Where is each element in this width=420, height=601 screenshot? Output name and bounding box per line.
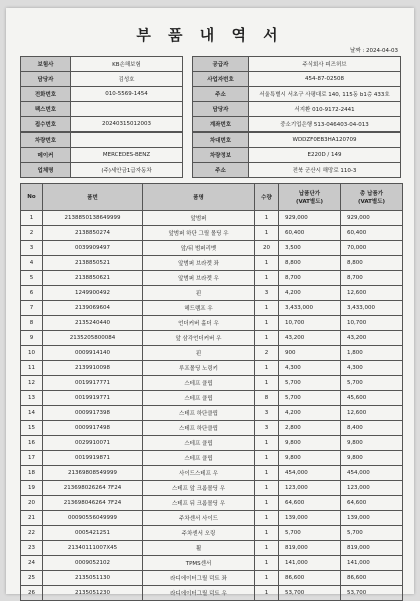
table-row xyxy=(21,226,403,241)
insurer-value: KB손해보험 xyxy=(71,57,183,72)
row-price: 3,500 xyxy=(279,241,341,256)
row-qty: 1 xyxy=(255,466,279,481)
address-label: 주소 xyxy=(193,87,249,102)
row-name: 스테프 클립 xyxy=(143,391,255,406)
row-amount: 10,700 xyxy=(341,316,403,331)
row-qty: 1 xyxy=(255,256,279,271)
row-no: 26 xyxy=(21,586,43,601)
row-part-no: 0029910071 xyxy=(43,436,143,451)
vehicle-info-value: E220D / 149 xyxy=(249,148,401,163)
row-name: 스테프 클립 xyxy=(143,451,255,466)
row-amount: 819,000 xyxy=(341,541,403,556)
row-part-no: 0005421251 xyxy=(43,526,143,541)
row-amount: 3,433,000 xyxy=(341,301,403,316)
row-price: 8,700 xyxy=(279,271,341,286)
row-name: 앞범퍼 브라켓 우 xyxy=(143,271,255,286)
supplier-value: 주식회사 피즈허브 xyxy=(249,57,401,72)
row-name: 스테프 하단클립 xyxy=(143,406,255,421)
row-amount: 43,200 xyxy=(341,331,403,346)
row-qty: 1 xyxy=(255,556,279,571)
table-row xyxy=(21,421,403,436)
table-row xyxy=(21,466,403,481)
row-part-no: 2138850274 xyxy=(43,226,143,241)
row-price: 43,200 xyxy=(279,331,341,346)
row-price: 3,433,000 xyxy=(279,301,341,316)
fax-value xyxy=(71,102,183,117)
row-name: 라디에이터그릴 덕트 좌 xyxy=(143,571,255,586)
row-amount: 70,000 xyxy=(341,241,403,256)
row-name: 스테프 뒤 크롬몰딩 우 xyxy=(143,496,255,511)
table-row xyxy=(21,271,403,286)
row-qty: 1 xyxy=(255,361,279,376)
table-row xyxy=(21,241,403,256)
maker-label: 메이커 xyxy=(21,148,71,163)
table-row xyxy=(21,286,403,301)
row-qty: 1 xyxy=(255,526,279,541)
row-name: 앞 삼각언더커버 우 xyxy=(143,331,255,346)
row-amount: 123,000 xyxy=(341,481,403,496)
row-amount: 5,700 xyxy=(341,526,403,541)
parts-table-body xyxy=(21,211,403,601)
row-qty: 1 xyxy=(255,496,279,511)
row-name: 헤드램프 우 xyxy=(143,301,255,316)
table-row xyxy=(21,211,403,226)
row-no: 10 xyxy=(21,346,43,361)
claim-number-value: 20240315012003 xyxy=(71,117,183,132)
table-row xyxy=(21,406,403,421)
row-part-no: 21369808549999 xyxy=(43,466,143,481)
row-qty: 3 xyxy=(255,406,279,421)
document-page xyxy=(6,8,414,597)
row-price: 60,400 xyxy=(279,226,341,241)
account-value: 중소기업은행 513-046403-04-013 xyxy=(249,117,401,132)
table-row xyxy=(21,571,403,586)
row-no: 11 xyxy=(21,361,43,376)
row-no: 20 xyxy=(21,496,43,511)
row-no: 18 xyxy=(21,466,43,481)
parts-table xyxy=(20,183,403,601)
table-row xyxy=(21,376,403,391)
car-number-label: 차량번호 xyxy=(21,133,71,148)
row-amount: 139,000 xyxy=(341,511,403,526)
row-qty: 1 xyxy=(255,436,279,451)
vehicle-address-label: 주소 xyxy=(193,163,249,178)
row-qty: 1 xyxy=(255,511,279,526)
row-qty: 1 xyxy=(255,571,279,586)
row-name: 루프몰딩 노링키 xyxy=(143,361,255,376)
row-no: 23 xyxy=(21,541,43,556)
row-qty: 3 xyxy=(255,421,279,436)
row-amount: 8,800 xyxy=(341,256,403,271)
row-price: 819,000 xyxy=(279,541,341,556)
row-qty: 1 xyxy=(255,376,279,391)
table-row xyxy=(21,316,403,331)
row-name: 주차센서 사이드 xyxy=(143,511,255,526)
row-no: 5 xyxy=(21,271,43,286)
row-amount: 60,400 xyxy=(341,226,403,241)
row-amount: 8,400 xyxy=(341,421,403,436)
table-row xyxy=(21,346,403,361)
row-no: 15 xyxy=(21,421,43,436)
document-date: 날짜 : 2024-04-03 xyxy=(350,48,398,54)
row-name: 핀 xyxy=(143,286,255,301)
row-price: 64,600 xyxy=(279,496,341,511)
manager-label: 담당자 xyxy=(21,72,71,87)
row-name: 핀 xyxy=(143,346,255,361)
row-part-no: 2135051130 xyxy=(43,571,143,586)
row-part-no: 0019919771 xyxy=(43,391,143,406)
row-price: 123,000 xyxy=(279,481,341,496)
row-amount: 4,300 xyxy=(341,361,403,376)
row-part-no: 1249900492 xyxy=(43,286,143,301)
row-part-no: 213698046264 7F24 xyxy=(43,496,143,511)
row-name: 앞범퍼 브라켓 좌 xyxy=(143,256,255,271)
row-name: 사이드스테프 우 xyxy=(143,466,255,481)
company-value: (주)세안금1급자동차 xyxy=(71,163,183,178)
col-name: 품명 xyxy=(143,184,255,211)
row-price: 9,800 xyxy=(279,451,341,466)
row-amount: 12,600 xyxy=(341,406,403,421)
row-price: 9,800 xyxy=(279,436,341,451)
row-no: 3 xyxy=(21,241,43,256)
row-part-no: 2135205800084 xyxy=(43,331,143,346)
row-amount: 12,600 xyxy=(341,286,403,301)
row-no: 7 xyxy=(21,301,43,316)
row-amount: 53,700 xyxy=(341,586,403,601)
insurer-label: 보험사 xyxy=(21,57,71,72)
row-no: 12 xyxy=(21,376,43,391)
row-price: 139,000 xyxy=(279,511,341,526)
row-name: 스테프 클립 xyxy=(143,376,255,391)
row-qty: 1 xyxy=(255,331,279,346)
table-row xyxy=(21,586,403,601)
row-amount: 929,000 xyxy=(341,211,403,226)
row-name: 언더커버 홀더 우 xyxy=(143,316,255,331)
row-qty: 1 xyxy=(255,271,279,286)
row-price: 10,700 xyxy=(279,316,341,331)
row-price: 4,200 xyxy=(279,286,341,301)
row-name: 주차센서 오링 xyxy=(143,526,255,541)
row-no: 6 xyxy=(21,286,43,301)
row-no: 9 xyxy=(21,331,43,346)
phone-label: 전화번호 xyxy=(21,87,71,102)
table-row xyxy=(21,451,403,466)
supplier-manager-value: 서지환 010-9172-2441 xyxy=(249,102,401,117)
row-name: 스테프 앞 크롬몰딩 우 xyxy=(143,481,255,496)
row-no: 21 xyxy=(21,511,43,526)
row-price: 4,200 xyxy=(279,406,341,421)
row-price: 5,700 xyxy=(279,391,341,406)
table-row xyxy=(21,556,403,571)
row-part-no: 2138850138649999 xyxy=(43,211,143,226)
row-price: 5,700 xyxy=(279,376,341,391)
vehicle-table xyxy=(20,132,401,178)
row-qty: 1 xyxy=(255,226,279,241)
row-no: 16 xyxy=(21,436,43,451)
row-qty: 1 xyxy=(255,301,279,316)
row-name: 라디에이터그릴 덕트 우 xyxy=(143,586,255,601)
row-qty: 1 xyxy=(255,451,279,466)
row-amount: 86,600 xyxy=(341,571,403,586)
row-no: 2 xyxy=(21,226,43,241)
row-amount: 141,000 xyxy=(341,556,403,571)
row-name: 스테프 클립 xyxy=(143,436,255,451)
row-price: 8,800 xyxy=(279,256,341,271)
row-price: 53,700 xyxy=(279,586,341,601)
col-price: 납품단가 (VAT별도) xyxy=(279,184,341,211)
vin-label: 차대번호 xyxy=(193,133,249,148)
table-row xyxy=(21,496,403,511)
row-part-no: 0019917771 xyxy=(43,376,143,391)
manager-value: 김성호 xyxy=(71,72,183,87)
row-qty: 20 xyxy=(255,241,279,256)
supplier-manager-label: 담당자 xyxy=(193,102,249,117)
row-price: 4,300 xyxy=(279,361,341,376)
table-row xyxy=(21,481,403,496)
row-part-no: 2139069604 xyxy=(43,301,143,316)
row-name: 앞범퍼 하단 그릴 몰딩 우 xyxy=(143,226,255,241)
row-no: 25 xyxy=(21,571,43,586)
col-amount: 총 납품가 (VAT별도) xyxy=(341,184,403,211)
row-qty: 1 xyxy=(255,481,279,496)
table-header-row xyxy=(21,184,403,211)
row-price: 141,000 xyxy=(279,556,341,571)
row-part-no: 0009914140 xyxy=(43,346,143,361)
row-qty: 1 xyxy=(255,211,279,226)
row-part-no: 2139910098 xyxy=(43,361,143,376)
row-part-no: 213698026264 7F24 xyxy=(43,481,143,496)
row-qty: 3 xyxy=(255,286,279,301)
vehicle-info-label: 차량정보 xyxy=(193,148,249,163)
row-qty: 1 xyxy=(255,586,279,601)
row-qty: 2 xyxy=(255,346,279,361)
row-price: 929,000 xyxy=(279,211,341,226)
row-name: 앞범퍼 xyxy=(143,211,255,226)
row-part-no: 0009917498 xyxy=(43,421,143,436)
row-part-no: 2138850621 xyxy=(43,271,143,286)
row-qty: 1 xyxy=(255,316,279,331)
row-part-no: 0009917398 xyxy=(43,406,143,421)
row-price: 2,800 xyxy=(279,421,341,436)
col-qty: 수량 xyxy=(255,184,279,211)
row-no: 17 xyxy=(21,451,43,466)
row-part-no: 0039909497 xyxy=(43,241,143,256)
row-name: 스테프 하단클립 xyxy=(143,421,255,436)
row-part-no: 0019919871 xyxy=(43,451,143,466)
row-amount: 9,800 xyxy=(341,451,403,466)
table-row xyxy=(21,391,403,406)
table-row xyxy=(21,511,403,526)
row-name: 휠 xyxy=(143,541,255,556)
table-row xyxy=(21,541,403,556)
account-label: 계좌번호 xyxy=(193,117,249,132)
row-no: 19 xyxy=(21,481,43,496)
table-row xyxy=(21,301,403,316)
row-amount: 5,700 xyxy=(341,376,403,391)
row-amount: 9,800 xyxy=(341,436,403,451)
claim-number-label: 접수번호 xyxy=(21,117,71,132)
table-row xyxy=(21,526,403,541)
row-amount: 8,700 xyxy=(341,271,403,286)
phone-value: 010-5569-1454 xyxy=(71,87,183,102)
row-name: TPMS센서 xyxy=(143,556,255,571)
row-no: 4 xyxy=(21,256,43,271)
biz-number-value: 454-87-02508 xyxy=(249,72,401,87)
col-no: No xyxy=(21,184,43,211)
col-part-no: 품번 xyxy=(43,184,143,211)
row-price: 86,600 xyxy=(279,571,341,586)
supplier-label: 공급자 xyxy=(193,57,249,72)
row-price: 900 xyxy=(279,346,341,361)
row-part-no: 00090556049999 xyxy=(43,511,143,526)
row-no: 13 xyxy=(21,391,43,406)
row-part-no: 2135240440 xyxy=(43,316,143,331)
row-amount: 454,000 xyxy=(341,466,403,481)
row-amount: 64,600 xyxy=(341,496,403,511)
table-row xyxy=(21,331,403,346)
row-amount: 1,800 xyxy=(341,346,403,361)
table-row xyxy=(21,361,403,376)
row-price: 454,000 xyxy=(279,466,341,481)
table-row xyxy=(21,436,403,451)
info-table xyxy=(20,56,401,132)
biz-number-label: 사업자번호 xyxy=(193,72,249,87)
maker-value: MERCEDES-BENZ xyxy=(71,148,183,163)
row-no: 8 xyxy=(21,316,43,331)
row-part-no: 2135051230 xyxy=(43,586,143,601)
row-part-no: 2138850521 xyxy=(43,256,143,271)
row-no: 14 xyxy=(21,406,43,421)
vin-value: WDDZF0EB3HA120709 xyxy=(249,133,401,148)
fax-label: 팩스번호 xyxy=(21,102,71,117)
row-qty: 8 xyxy=(255,391,279,406)
row-no: 24 xyxy=(21,556,43,571)
car-number-value xyxy=(71,133,183,148)
row-name: 앞/뒤 범퍼리벳 xyxy=(143,241,255,256)
vehicle-address-value: 전북 군산시 해망로 110-3 xyxy=(249,163,401,178)
row-no: 22 xyxy=(21,526,43,541)
row-no: 1 xyxy=(21,211,43,226)
table-row xyxy=(21,256,403,271)
document-title: 부 품 내 역 서 xyxy=(136,26,284,44)
row-part-no: 0009052102 xyxy=(43,556,143,571)
address-value: 서울특별시 서초구 사평대로 140, 115동 b1층 433호 xyxy=(249,87,401,102)
row-qty: 1 xyxy=(255,541,279,556)
row-amount: 45,600 xyxy=(341,391,403,406)
company-label: 업체명 xyxy=(21,163,71,178)
row-part-no: 21340111007X45 xyxy=(43,541,143,556)
row-price: 5,700 xyxy=(279,526,341,541)
